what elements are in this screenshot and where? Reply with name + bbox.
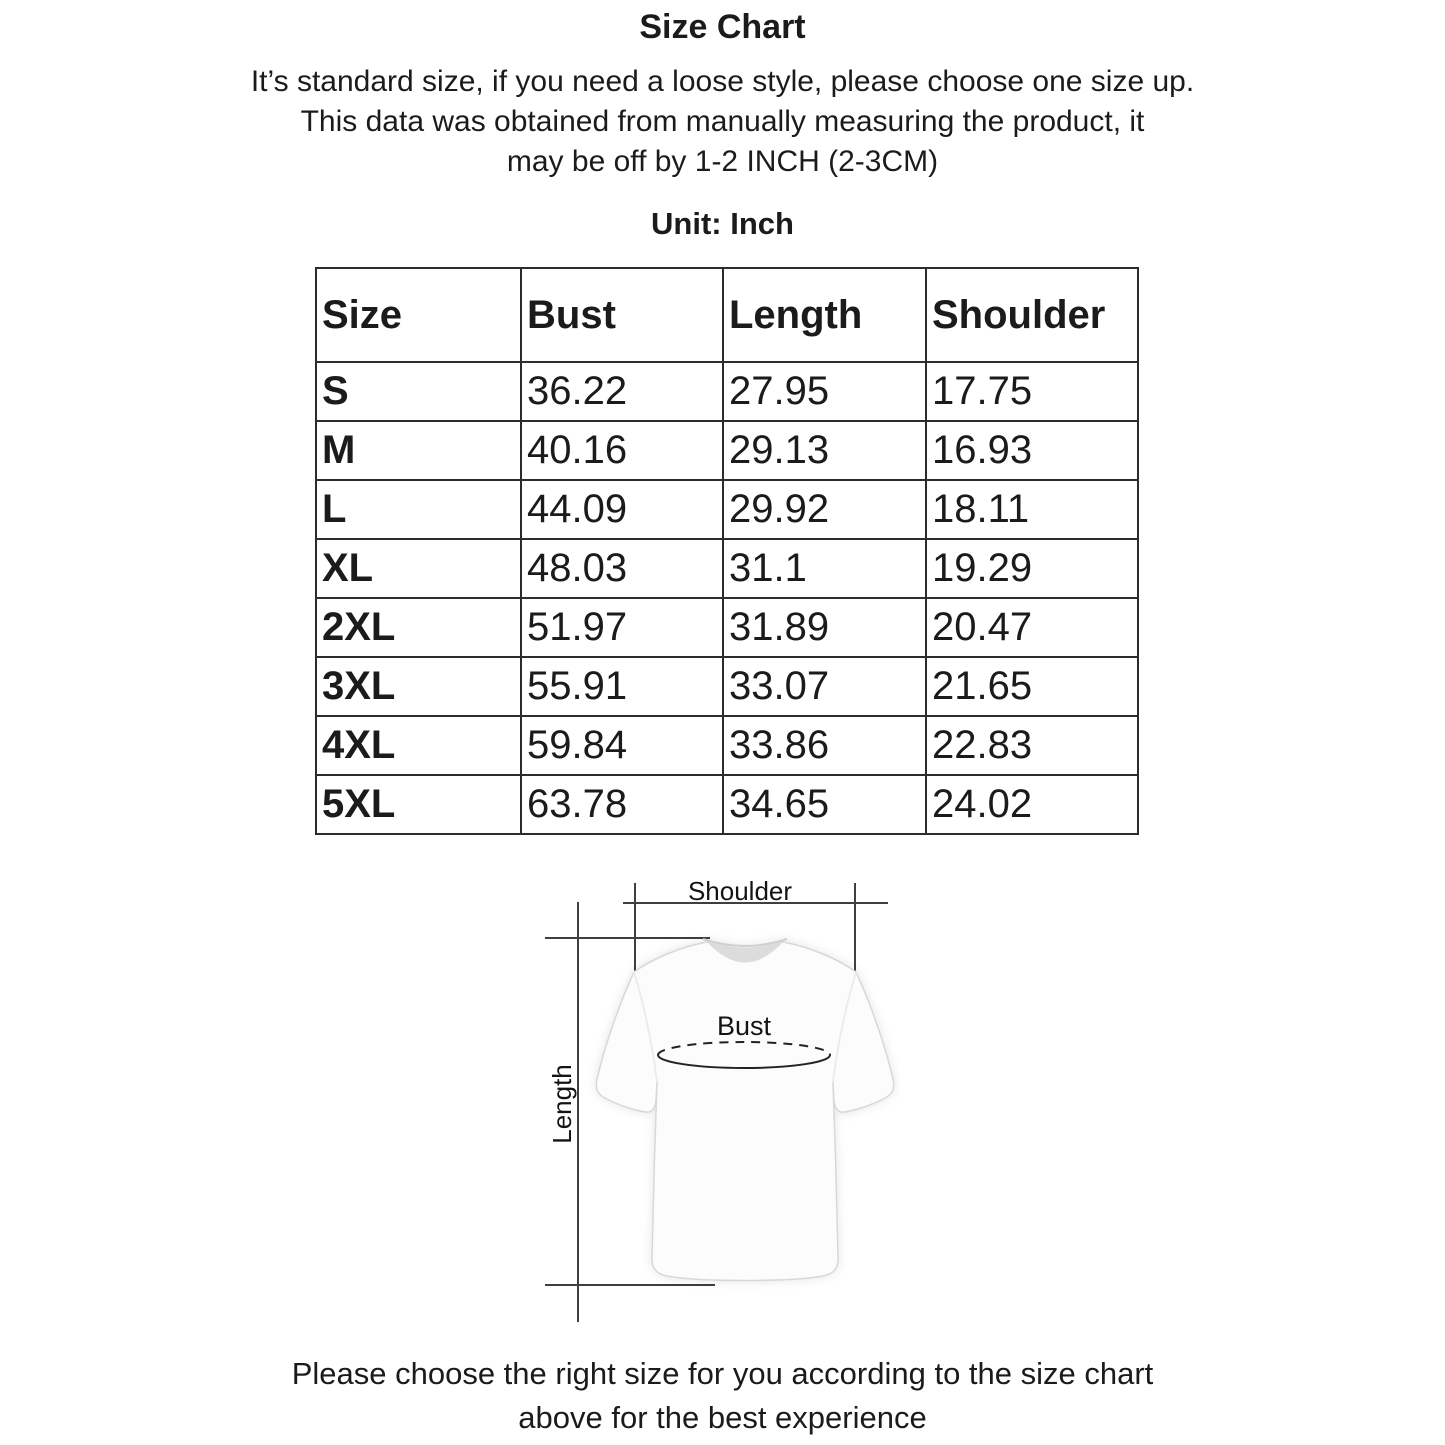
table-row bbox=[316, 480, 1138, 539]
size-cell: 4XL bbox=[316, 716, 521, 775]
footer-line-1: Please choose the right size for you according to the size chart bbox=[291, 1356, 1154, 1391]
page-title: Size Chart bbox=[639, 8, 806, 46]
size-cell: L bbox=[316, 480, 521, 539]
table-row bbox=[316, 775, 1138, 834]
tshirt-illustration bbox=[540, 875, 900, 1340]
bust-cell: 63.78 bbox=[521, 775, 723, 834]
shoulder-cell: 18.11 bbox=[926, 480, 1138, 539]
bust-cell: 59.84 bbox=[521, 716, 723, 775]
intro-text bbox=[0, 62, 1445, 182]
length-cell: 31.1 bbox=[723, 539, 926, 598]
length-cell: 34.65 bbox=[723, 775, 926, 834]
shoulder-cell: 17.75 bbox=[926, 362, 1138, 421]
bust-cell: 51.97 bbox=[521, 598, 723, 657]
bust-cell: 55.91 bbox=[521, 657, 723, 716]
measurement-diagram bbox=[540, 875, 900, 1340]
shoulder-cell: 22.83 bbox=[926, 716, 1138, 775]
table-row bbox=[316, 598, 1138, 657]
unit-label: Unit: Inch bbox=[651, 206, 794, 241]
shoulder-cell: 21.65 bbox=[926, 657, 1138, 716]
bust-cell: 48.03 bbox=[521, 539, 723, 598]
table-row bbox=[316, 362, 1138, 421]
length-measure-label: Length bbox=[547, 1064, 577, 1144]
table-row bbox=[316, 539, 1138, 598]
table-row bbox=[316, 657, 1138, 716]
footer-line-2: above for the best experience bbox=[518, 1400, 927, 1435]
column-header-size: Size bbox=[316, 268, 521, 362]
length-cell: 27.95 bbox=[723, 362, 926, 421]
size-cell: M bbox=[316, 421, 521, 480]
table-row bbox=[316, 716, 1138, 775]
size-cell: S bbox=[316, 362, 521, 421]
length-cell: 29.92 bbox=[723, 480, 926, 539]
column-header-length: Length bbox=[723, 268, 926, 362]
column-header-bust: Bust bbox=[521, 268, 723, 362]
bust-cell: 36.22 bbox=[521, 362, 723, 421]
size-chart-table bbox=[315, 267, 1139, 835]
table-header-row bbox=[316, 268, 1138, 362]
bust-measure-label: Bust bbox=[716, 1011, 772, 1041]
shoulder-cell: 20.47 bbox=[926, 598, 1138, 657]
table-row bbox=[316, 421, 1138, 480]
intro-line-3: may be off by 1-2 INCH (2-3CM) bbox=[506, 145, 939, 178]
length-cell: 33.86 bbox=[723, 716, 926, 775]
bust-cell: 44.09 bbox=[521, 480, 723, 539]
length-cell: 29.13 bbox=[723, 421, 926, 480]
shoulder-cell: 16.93 bbox=[926, 421, 1138, 480]
intro-line-2: This data was obtained from manually measuring the product, it bbox=[300, 105, 1145, 138]
shoulder-measure-label: Shoulder bbox=[687, 876, 793, 906]
size-cell: 2XL bbox=[316, 598, 521, 657]
length-cell: 31.89 bbox=[723, 598, 926, 657]
shoulder-cell: 24.02 bbox=[926, 775, 1138, 834]
size-cell: 3XL bbox=[316, 657, 521, 716]
size-cell: XL bbox=[316, 539, 521, 598]
footer-text bbox=[0, 1352, 1445, 1440]
bust-cell: 40.16 bbox=[521, 421, 723, 480]
intro-line-1: It’s standard size, if you need a loose style, please choose one size up. bbox=[250, 65, 1195, 98]
column-header-shoulder: Shoulder bbox=[926, 268, 1138, 362]
tshirt-shape bbox=[596, 939, 893, 1281]
size-cell: 5XL bbox=[316, 775, 521, 834]
length-cell: 33.07 bbox=[723, 657, 926, 716]
shoulder-cell: 19.29 bbox=[926, 539, 1138, 598]
